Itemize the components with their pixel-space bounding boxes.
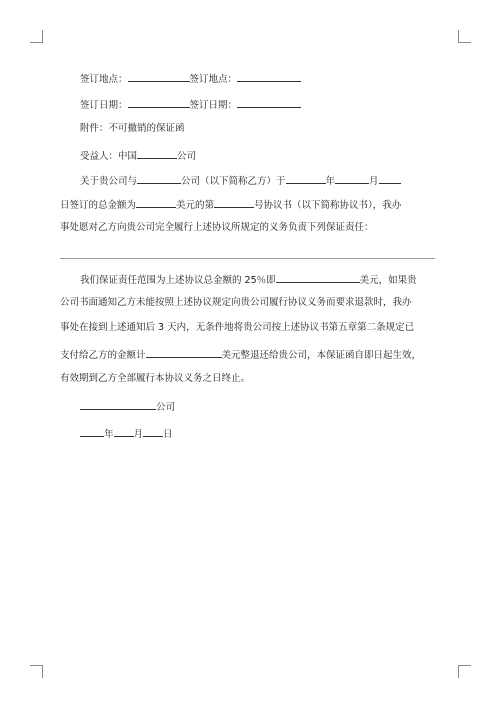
intro-l1-d: 月 [369,176,379,187]
sign-date-blank-1 [128,96,190,108]
guarantee-l1-a: 我们保证责任范围为上述协议总金额的 25％即 [80,275,276,286]
sign-place-blank-1 [128,70,190,82]
attachment-line: 附件：不可撤销的保证函 [80,123,185,134]
refund-amount-blank [146,346,222,358]
crop-mark-bottom-left [30,665,43,678]
sign-date-blank-2 [237,96,301,108]
guarantee-l4-b: 美元整退还给贵公司，本保证函自即日起生效， [221,350,422,361]
guarantee-line-2: 公司书面通知乙方未能按照上述协议规定向贵公司履行协议义务而要求退款时，我办 [60,297,412,308]
sign-date-row [80,96,301,113]
day-blank [379,172,401,184]
crop-mark-top-left [30,30,43,43]
sign-date-label-1: 签订日期： [80,100,128,111]
beneficiary-line [80,147,196,164]
sign-place-blank-2 [237,70,301,82]
total-amount-blank [136,196,176,208]
intro-l1-c: 年 [325,176,336,187]
guarantee-l1-b: 美元，如果贵 [359,275,417,286]
guarantee-line-4 [60,346,421,363]
beneficiary-suffix: 公司 [177,151,197,162]
signature-month-blank [114,425,134,437]
signature-company-suffix: 公司 [156,402,176,413]
signature-day-blank [143,425,163,437]
guarantee-amount-blank [276,271,360,283]
intro-line-1 [80,172,401,189]
signature-company [80,398,175,415]
sign-place-label-2: 签订地点： [189,74,238,85]
signature-date [80,425,173,442]
guarantee-line-5: 有效期到乙方全部履行本协议义务之日终止。 [60,373,251,384]
sign-date-label-2: 签订日期： [189,100,238,111]
intro-l1-a: 关于贵公司与 [80,176,138,187]
agreement-number-blank [214,196,254,208]
partner-company-blank [137,172,181,184]
intro-l2-b: 美元的第 [176,200,215,211]
sign-place-label-1: 签订地点： [80,74,128,85]
intro-l1-b: 公司（以下简称乙方）于 [181,176,286,187]
signature-year-label: 年 [104,429,114,440]
beneficiary-prefix: 受益人：中国 [80,151,138,162]
crop-mark-bottom-right [458,665,471,678]
signature-company-blank [80,398,156,410]
signature-year-blank [80,425,104,437]
intro-line-3: 事处愿对乙方向贵公司完全履行上述协议所规定的义务负责下列保证责任： [60,222,374,233]
guarantee-l4-a: 支付给乙方的金额计 [60,350,146,361]
crop-mark-top-right [458,30,471,43]
intro-line-2 [60,196,401,213]
signature-day-label: 日 [163,429,173,440]
intro-l2-c: 号协议书（以下简称协议书），我办 [254,200,402,211]
sign-place-row [80,70,301,87]
year-blank [286,172,326,184]
intro-l2-a: 日签订的总金额为 [60,200,137,211]
guarantee-line-1 [80,271,417,288]
guarantee-line-3: 事处在接到上述通知后 3 天内，无条件地将贵公司按上述协议书第五章第二条规定已 [60,322,415,333]
beneficiary-blank [137,147,177,159]
separator-line [60,258,435,259]
month-blank [335,172,369,184]
signature-month-label: 月 [133,429,144,440]
